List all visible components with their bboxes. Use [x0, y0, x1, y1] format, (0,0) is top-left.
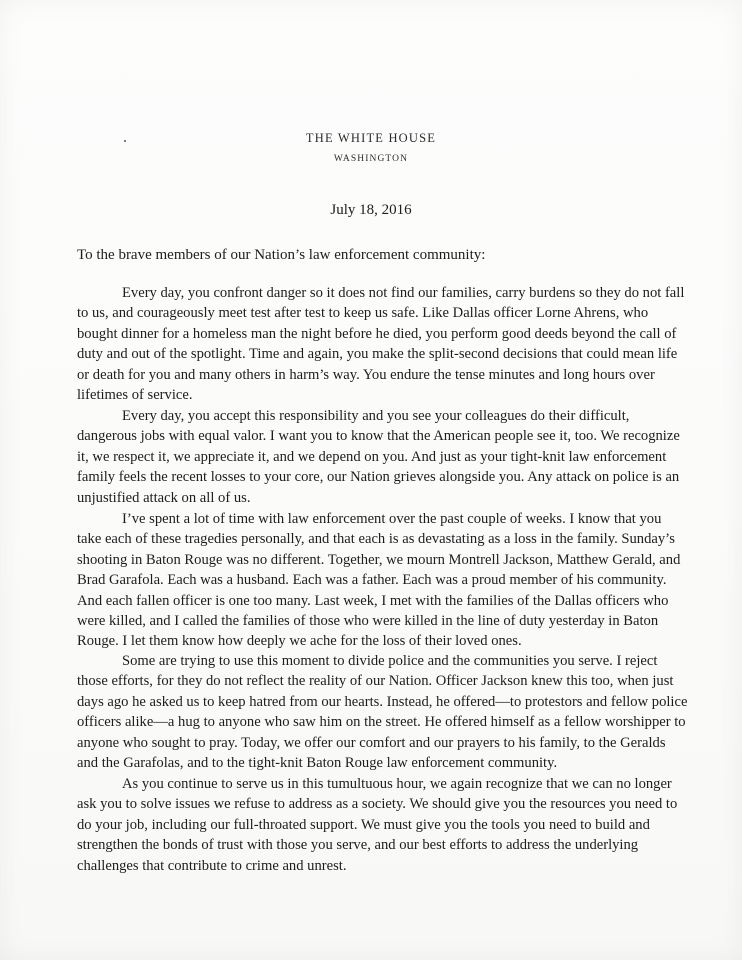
letterhead: [0, 130, 742, 165]
paragraph-4: Some are trying to use this moment to divide police and the communities you serve. I reject those efforts, for they do not reflect the reality of our Nation. Officer Jackson knew this too, when just days ago he asked us to keep hatred from our hearts. Instead, he offered—to protestors and fellow police officers alike—a hug to anyone who saw him on the street. He offered himself as a fellow worshipper to anyone who sought to pray. Today, we offer our comfort and our prayers to his family, to the Geralds and the Garafolas, and to the tight-knit Baton Rouge law enforcement community.: [77, 653, 688, 772]
paragraph-3: I’ve spent a lot of time with law enforcement over the past couple of weeks. I know that you take each of these tragedies personally, and that each is as devastating as a loss in the family. Sunday’s shooting in Baton Rouge was no different. Together, we mourn Montrell Jackson, Matthew Gerald, and Brad Garafola. Each was a husband. Each was a father. Each was a proud member of his community. And each fallen officer is one too many. Last week, I met with the families of the Dallas officers who were killed, and I called the families of those who were killed in the line of duty yesterday in Baton Rouge. I let them know how deeply we ache for the loss of their loved ones.: [77, 511, 681, 650]
paragraph-2: Every day, you accept this responsibility and you see your colleagues do their difficult, dangerous jobs with equal valor. I want you to know that the American people see it, too. We recognize it, we respect it, we appreciate it, and we depend on you. And just as your tight-knit law enforcement family feels the recent losses to your core, our Nation grieves alongside you. Any attack on police is an unjustified attack on all of us.: [77, 408, 680, 506]
paragraph-5: As you continue to serve us in this tumultuous hour, we again recognize that we can no longer ask you to solve issues we refuse to address as a society. We should give you the resources you need to do your job, including our full-throated support. We must give you the tools you need to build and strengthen the bonds of trust with those you serve, and our best efforts to address the underlying challenges that contribute to crime and unrest.: [77, 776, 678, 874]
letterhead-location: WASHINGTON: [333, 154, 409, 164]
paragraph-1: Every day, you confront danger so it does not find our families, carry burdens so they do not fall to us, and courageously meet test after test to keep us safe. Like Dallas officer Lorne Ahrens, who bought dinner for a homeless man the night before he died, you perform good deeds beyond the call of duty and out of the spotlight. Time and again, you make the split-second decisions that could mean life or death for you and many others in harm’s way. You endure the tense minutes and long hours over lifetimes of service.: [77, 285, 685, 404]
letter-date: July 18, 2016: [330, 202, 412, 218]
letterhead-title: THE WHITE HOUSE: [305, 131, 437, 145]
salutation: To the brave members of our Nation’s law enforcement community:: [77, 247, 486, 263]
